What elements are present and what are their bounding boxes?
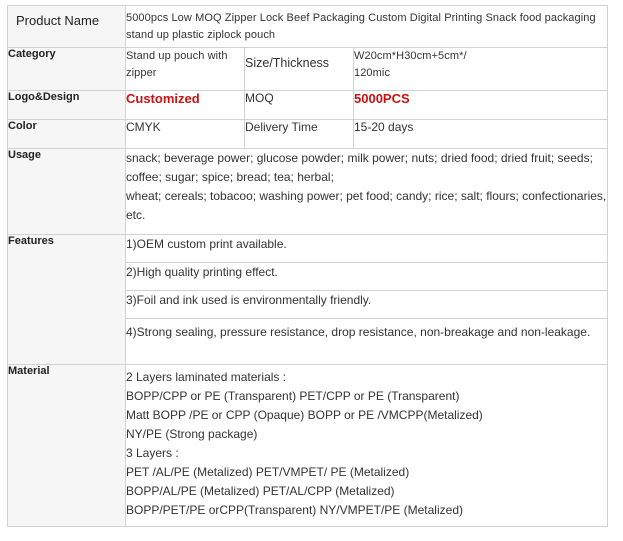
feature-item: 4)Strong sealing, pressure resistance, drop resistance, non-breakage and non-leakage.	[126, 319, 608, 365]
material-line: 2 Layers laminated materials :	[126, 370, 287, 384]
logo-design-label: Logo&Design	[8, 91, 126, 120]
row-logo-design	[8, 91, 608, 120]
moq-value: 5000PCS	[354, 91, 608, 120]
delivery-time-value: 15-20 days	[354, 120, 608, 149]
features-label: Features	[8, 235, 126, 365]
material-line: 3 Layers :	[126, 446, 179, 460]
moq-label: MOQ	[245, 91, 354, 120]
material-line: PET /AL/PE (Metalized) PET/VMPET/ PE (Metalized)	[126, 465, 410, 479]
material-line: BOPP/PET/PE orCPP(Transparent) NY/VMPET/PE (Metalized)	[126, 503, 463, 517]
row-product-name	[8, 6, 608, 48]
material-label: Material	[8, 365, 126, 527]
material-line: Matt BOPP /PE or CPP (Opaque) BOPP or PE /VMCPP(Metalized)	[126, 408, 483, 422]
feature-item: 1)OEM custom print available.	[126, 235, 608, 263]
row-feature-1	[8, 235, 608, 263]
size-value-line2: 120mic	[354, 67, 391, 79]
usage-value	[126, 149, 608, 235]
delivery-time-label: Delivery Time	[245, 120, 354, 149]
material-line: BOPP/AL/PE (Metalized) PET/AL/CPP (Metalized)	[126, 484, 395, 498]
size-thickness-label: Size/Thickness	[245, 48, 354, 91]
logo-design-value: Customized	[126, 91, 245, 120]
size-thickness-value	[354, 48, 608, 91]
product-name-label: Product Name	[8, 6, 126, 48]
color-value: CMYK	[126, 120, 245, 149]
material-value	[126, 365, 608, 527]
material-line: NY/PE (Strong package)	[126, 427, 258, 441]
product-name-value: 5000pcs Low MOQ Zipper Lock Beef Packaging Custom Digital Printing Snack food packaging stand up plastic ziplock pouch	[126, 6, 608, 48]
material-line: BOPP/CPP or PE (Transparent) PET/CPP or PE (Transparent)	[126, 389, 460, 403]
usage-line2: wheat; cereals; tobacoo; washing power; pet food; candy; rice; salt; flours; confectionaries, etc.	[126, 189, 607, 222]
category-label: Category	[8, 48, 126, 91]
color-label: Color	[8, 120, 126, 149]
usage-label: Usage	[8, 149, 126, 235]
row-color	[8, 120, 608, 149]
row-usage	[8, 149, 608, 235]
spec-table	[7, 5, 608, 527]
feature-item: 3)Foil and ink used is environmentally friendly.	[126, 291, 608, 319]
feature-item: 2)High quality printing effect.	[126, 263, 608, 291]
row-material	[8, 365, 608, 527]
usage-line1: snack; beverage power; glucose powder; milk power; nuts; dried food; dried fruit; seeds; coffee; sugar; spice; bread; tea; herbal;	[126, 151, 593, 184]
row-category	[8, 48, 608, 91]
category-value: Stand up pouch with zipper	[126, 48, 245, 91]
size-value-line1: W20cm*H30cm+5cm*/	[354, 50, 467, 62]
